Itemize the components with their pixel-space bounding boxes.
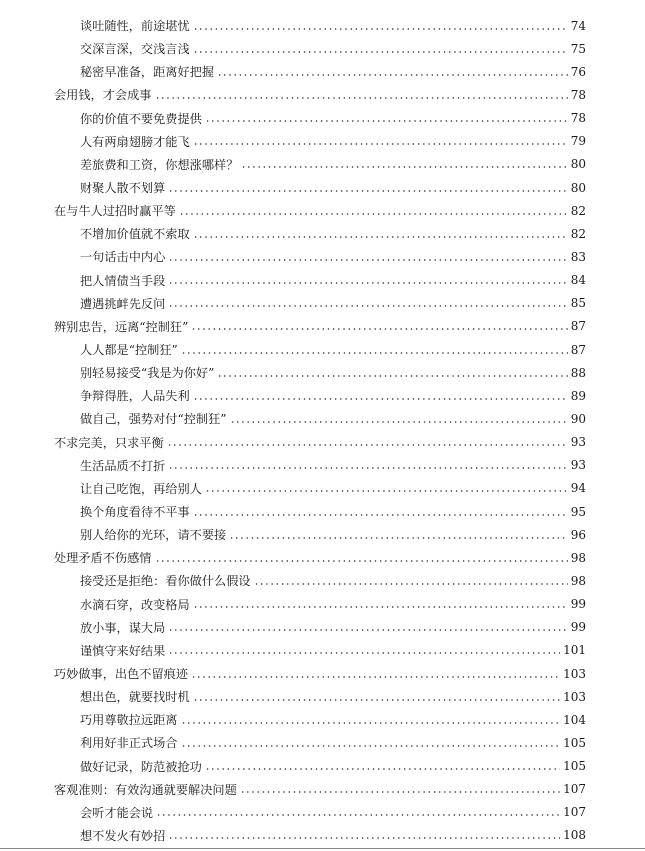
toc-entry-page-number: 107 xyxy=(563,782,586,797)
toc-section-entry[interactable] xyxy=(0,60,586,83)
toc-section-entry[interactable] xyxy=(0,14,586,37)
toc-entry-title: 想不发火有妙招 xyxy=(80,828,166,843)
toc-chapter-entry[interactable] xyxy=(0,199,586,222)
toc-dot-leader xyxy=(193,606,568,608)
toc-section-entry[interactable] xyxy=(0,685,586,708)
toc-entry-title: 想出色，就要找时机 xyxy=(80,690,190,705)
toc-entry-page-number: 88 xyxy=(570,365,586,380)
toc-entry-page-number: 105 xyxy=(563,735,586,750)
toc-entry-title: 谈吐随性，前途堪忧 xyxy=(80,19,190,34)
toc-entry-title: 秘密早准备，距离好把握 xyxy=(80,65,215,80)
toc-entry-title: 接受还是拒绝：看你做什么假设 xyxy=(80,574,251,589)
toc-dot-leader xyxy=(217,375,567,377)
toc-dot-leader xyxy=(168,629,567,631)
toc-entry-page-number: 99 xyxy=(570,620,586,635)
toc-entry-title: 在与牛人过招时赢平等 xyxy=(54,204,176,219)
toc-entry-page-number: 101 xyxy=(563,643,586,658)
toc-entry-page-number: 75 xyxy=(570,41,586,56)
toc-section-entry[interactable] xyxy=(0,801,586,824)
toc-entry-page-number: 105 xyxy=(563,759,586,774)
toc-entry-title: 财聚人散不划算 xyxy=(80,181,166,196)
toc-section-entry[interactable] xyxy=(0,222,586,245)
toc-entry-page-number: 85 xyxy=(570,296,586,311)
toc-entry-title: 谨慎守来好结果 xyxy=(80,643,166,658)
toc-entry-page-number: 82 xyxy=(570,226,586,241)
toc-section-entry[interactable] xyxy=(0,245,586,268)
toc-entry-page-number: 83 xyxy=(570,249,586,264)
toc-entry-title: 人人都是“控制狂” xyxy=(80,343,178,358)
toc-entry-page-number: 87 xyxy=(570,319,586,334)
table-of-contents xyxy=(0,14,645,847)
toc-entry-title: 做好记录，防范被抢功 xyxy=(80,759,202,774)
toc-entry-page-number: 78 xyxy=(570,111,586,126)
toc-dot-leader xyxy=(179,213,568,215)
toc-entry-page-number: 84 xyxy=(570,273,586,288)
toc-entry-page-number: 98 xyxy=(570,550,586,565)
toc-dot-leader xyxy=(193,699,560,701)
toc-dot-leader xyxy=(168,282,567,284)
toc-entry-title: 客观准则：有效沟通就要解决问题 xyxy=(54,782,237,797)
toc-dot-leader xyxy=(191,328,567,330)
toc-entry-title: 巧妙做事，出色不留痕迹 xyxy=(54,667,189,681)
toc-entry-page-number: 104 xyxy=(563,712,586,727)
toc-dot-leader xyxy=(181,352,568,354)
toc-dot-leader xyxy=(168,305,567,307)
toc-dot-leader xyxy=(205,120,568,122)
toc-entry-page-number: 74 xyxy=(570,18,586,33)
toc-dot-leader xyxy=(168,652,560,654)
toc-chapter-entry[interactable] xyxy=(0,315,586,338)
toc-dot-leader xyxy=(181,722,561,724)
toc-dot-leader xyxy=(191,676,560,678)
toc-section-entry[interactable] xyxy=(0,37,586,60)
toc-dot-leader xyxy=(168,467,567,469)
toc-section-entry[interactable] xyxy=(0,477,586,500)
toc-section-entry[interactable] xyxy=(0,824,586,847)
toc-entry-page-number: 103 xyxy=(563,689,586,704)
toc-entry-page-number: 96 xyxy=(570,527,586,542)
toc-chapter-entry[interactable] xyxy=(0,778,586,801)
toc-section-entry[interactable] xyxy=(0,616,586,639)
toc-entry-title: 做自己，强势对付“控制狂” xyxy=(80,412,227,427)
toc-dot-leader xyxy=(193,398,568,400)
toc-entry-title: 争辩得胜，人品失利 xyxy=(80,389,190,404)
toc-chapter-entry[interactable] xyxy=(0,83,586,106)
toc-entry-title: 会用钱，才会成事 xyxy=(54,88,152,103)
toc-section-entry[interactable] xyxy=(0,639,586,662)
toc-entry-page-number: 90 xyxy=(570,411,586,426)
toc-entry-title: 不求完美，只求平衡 xyxy=(54,435,164,450)
toc-section-entry[interactable] xyxy=(0,708,586,731)
toc-section-entry[interactable] xyxy=(0,500,586,523)
toc-entry-title: 会听才能会说 xyxy=(80,805,154,820)
toc-entry-title: 别轻易接受“我是为你好” xyxy=(80,366,215,381)
toc-dot-leader xyxy=(205,490,568,492)
toc-entry-title: 交深言深，交浅言浅 xyxy=(80,42,190,57)
toc-entry-page-number: 93 xyxy=(570,458,586,473)
toc-entry-title: 生活品质不打折 xyxy=(80,458,166,473)
toc-entry-page-number: 103 xyxy=(563,666,586,681)
toc-dot-leader xyxy=(217,74,568,76)
toc-dot-leader xyxy=(155,97,568,99)
toc-section-entry[interactable] xyxy=(0,176,586,199)
toc-entry-page-number: 89 xyxy=(570,388,586,403)
toc-section-entry[interactable] xyxy=(0,454,586,477)
toc-entry-title: 把人情债当手段 xyxy=(80,273,166,288)
toc-section-entry[interactable] xyxy=(0,338,586,361)
toc-dot-leader xyxy=(193,236,568,238)
toc-entry-page-number: 80 xyxy=(570,180,586,195)
toc-section-entry[interactable] xyxy=(0,523,586,546)
toc-dot-leader xyxy=(254,583,568,585)
toc-entry-title: 放小事，谋大局 xyxy=(80,620,166,635)
toc-entry-title: 处理矛盾不伤感情 xyxy=(54,551,152,566)
toc-dot-leader xyxy=(193,514,568,516)
toc-entry-title: 别人给你的光环，请不要接 xyxy=(80,528,227,543)
toc-section-entry[interactable] xyxy=(0,384,586,407)
toc-section-entry[interactable] xyxy=(0,755,586,778)
toc-section-entry[interactable] xyxy=(0,269,586,292)
toc-entry-page-number: 93 xyxy=(570,435,586,450)
toc-section-entry[interactable] xyxy=(0,292,586,315)
toc-entry-page-number: 94 xyxy=(570,481,586,496)
toc-dot-leader xyxy=(193,28,568,30)
toc-dot-leader xyxy=(205,768,560,770)
toc-section-entry[interactable] xyxy=(0,593,586,616)
toc-entry-title: 一句话击中内心 xyxy=(80,250,166,265)
toc-entry-title: 差旅费和工资，你想涨哪样？ xyxy=(80,157,239,172)
toc-section-entry[interactable] xyxy=(0,130,586,153)
toc-dot-leader xyxy=(181,745,561,747)
toc-entry-page-number: 99 xyxy=(570,597,586,612)
toc-section-entry[interactable] xyxy=(0,569,586,592)
toc-entry-title: 人有两扇翅膀才能飞 xyxy=(80,134,190,149)
toc-entry-title: 水滴石穿，改变格局 xyxy=(80,597,190,612)
toc-entry-page-number: 108 xyxy=(563,828,586,843)
toc-entry-page-number: 82 xyxy=(570,203,586,218)
toc-dot-leader xyxy=(193,51,568,53)
toc-dot-leader xyxy=(230,421,568,423)
toc-section-entry[interactable] xyxy=(0,361,586,384)
toc-entry-page-number: 80 xyxy=(570,157,586,172)
toc-dot-leader xyxy=(168,190,567,192)
toc-dot-leader xyxy=(241,166,567,168)
toc-section-entry[interactable] xyxy=(0,407,586,430)
toc-entry-page-number: 98 xyxy=(570,573,586,588)
toc-entry-title: 换个角度看待不平事 xyxy=(80,505,190,520)
toc-dot-leader xyxy=(168,259,567,261)
toc-entry-title: 巧用尊敬拉远距离 xyxy=(80,713,178,728)
toc-entry-page-number: 78 xyxy=(570,87,586,102)
toc-section-entry[interactable] xyxy=(0,731,586,754)
toc-entry-title: 利用好非正式场合 xyxy=(80,736,178,751)
toc-entry-page-number: 107 xyxy=(563,805,586,820)
toc-entry-title: 遭遇挑衅先反问 xyxy=(80,296,166,311)
toc-dot-leader xyxy=(156,814,560,816)
toc-dot-leader xyxy=(229,537,567,539)
toc-entry-page-number: 87 xyxy=(570,342,586,357)
toc-section-entry[interactable] xyxy=(0,153,586,176)
toc-entry-title: 不增加价值就不索取 xyxy=(80,227,190,242)
toc-entry-title: 让自己吃饱，再给别人 xyxy=(80,481,202,496)
toc-dot-leader xyxy=(155,560,568,562)
toc-chapter-entry[interactable] xyxy=(0,662,586,685)
toc-section-entry[interactable] xyxy=(0,107,586,130)
toc-chapter-entry[interactable] xyxy=(0,431,586,454)
toc-entry-title: 你的价值不要免费提供 xyxy=(80,111,202,126)
toc-chapter-entry[interactable] xyxy=(0,546,586,569)
toc-entry-page-number: 95 xyxy=(570,504,586,519)
toc-dot-leader xyxy=(167,444,568,446)
toc-dot-leader xyxy=(193,143,568,145)
toc-dot-leader xyxy=(168,837,560,839)
toc-entry-page-number: 76 xyxy=(570,64,586,79)
toc-entry-page-number: 79 xyxy=(570,134,586,149)
page-bottom-rule xyxy=(0,848,645,849)
toc-dot-leader xyxy=(240,791,560,793)
toc-entry-title: 辨别忠告，远离“控制狂” xyxy=(54,319,189,334)
